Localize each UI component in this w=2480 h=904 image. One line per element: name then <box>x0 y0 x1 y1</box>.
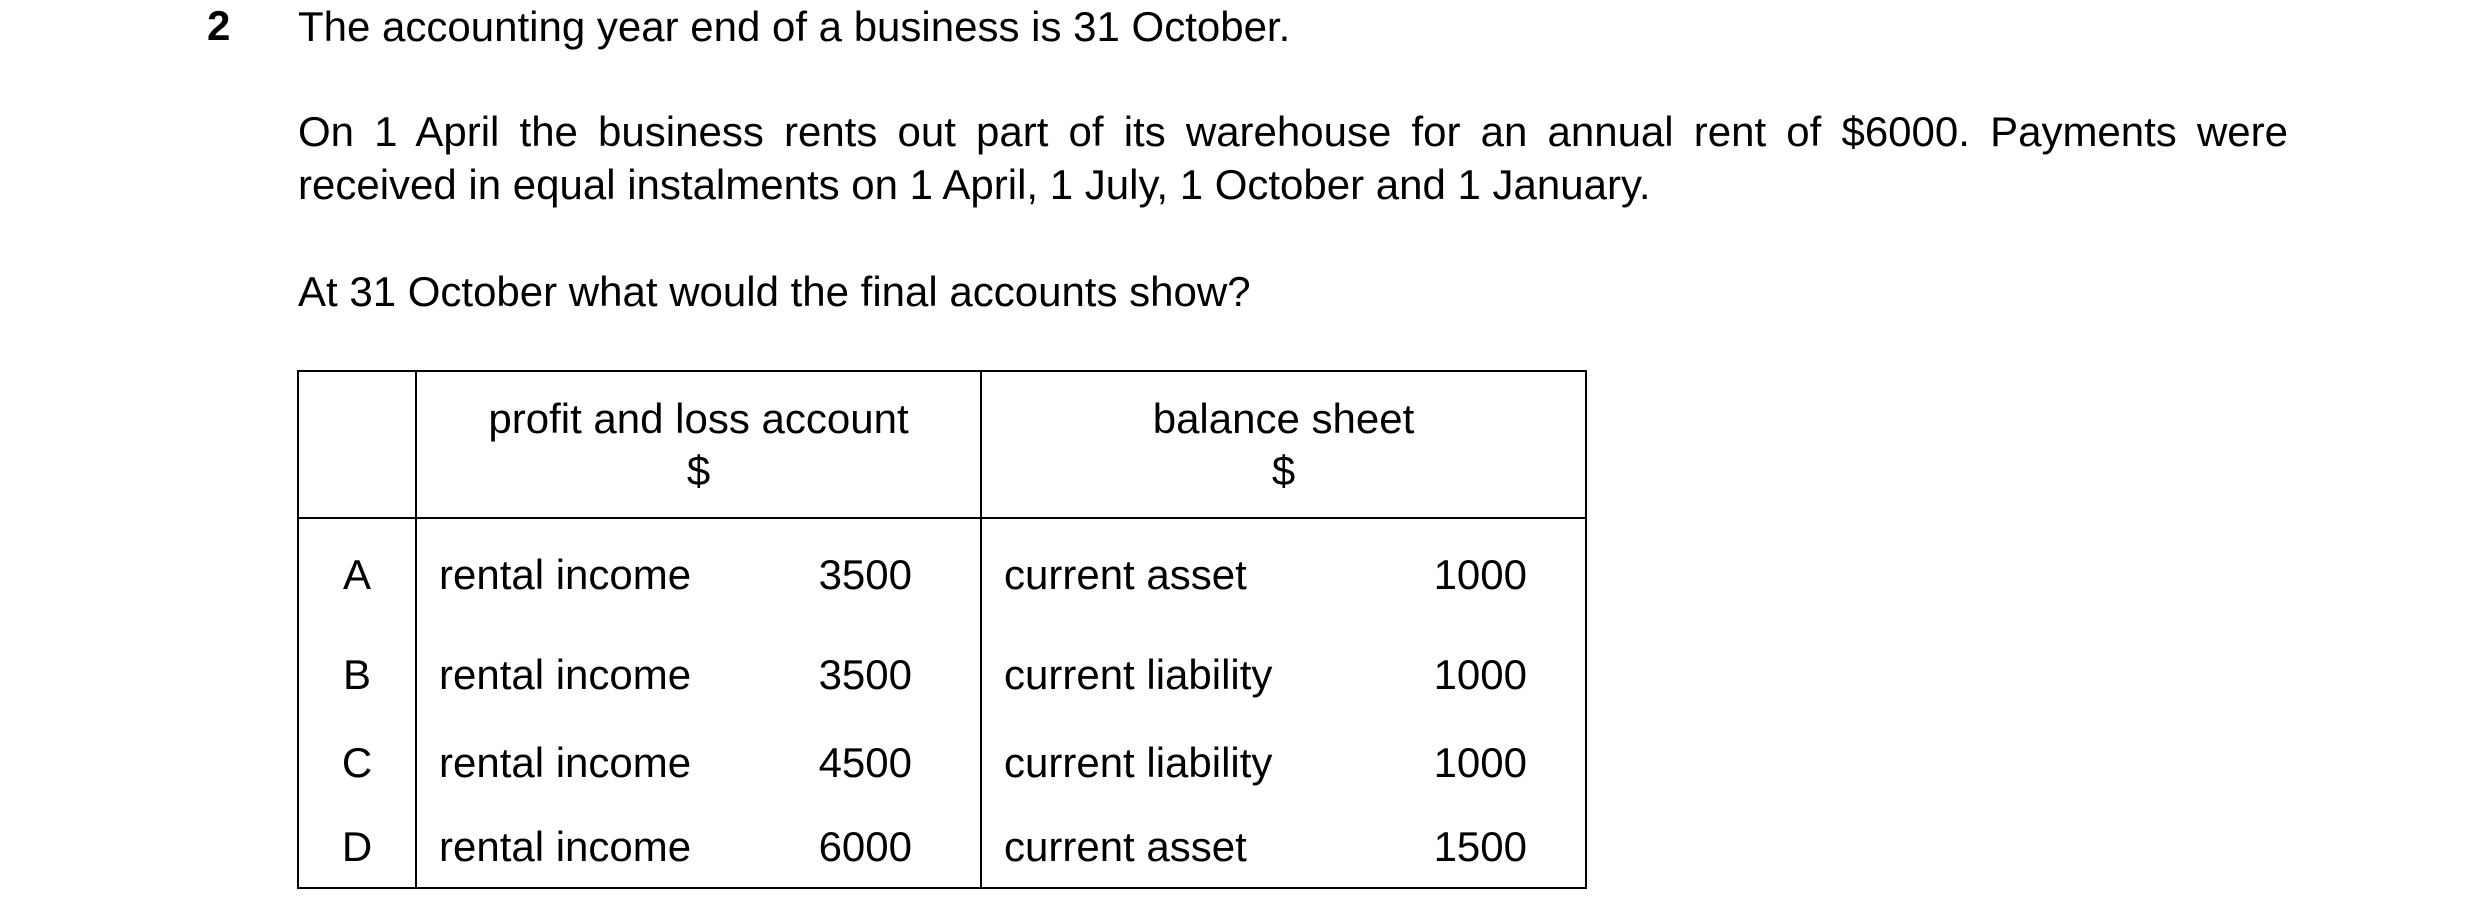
header-pl-unit: $ <box>686 446 711 494</box>
bs-cell <box>981 631 1586 719</box>
bs-cell <box>981 807 1586 888</box>
option-row-b[interactable] <box>298 631 1586 719</box>
option-row-d[interactable] <box>298 807 1586 888</box>
question-intro: The accounting year end of a business is 31 October. <box>298 3 1291 50</box>
header-pl-title: profit and loss account <box>488 394 909 442</box>
bs-value: 1000 <box>1433 551 1527 598</box>
bs-label: current asset <box>1004 823 1247 870</box>
bs-value: 1000 <box>1433 651 1527 698</box>
bs-label: current liability <box>1004 739 1273 786</box>
option-letter: A <box>298 518 416 631</box>
option-row-a[interactable] <box>298 518 1586 631</box>
pl-label: rental income <box>439 551 692 598</box>
pl-label: rental income <box>439 823 692 870</box>
pl-value: 6000 <box>818 823 912 870</box>
option-letter: C <box>298 719 416 807</box>
table-header-row <box>298 371 1586 518</box>
pl-cell <box>416 631 981 719</box>
header-balance-sheet <box>981 371 1586 518</box>
pl-label: rental income <box>439 651 692 698</box>
pl-cell <box>416 807 981 888</box>
question-number: 2 <box>207 2 231 49</box>
header-profit-and-loss <box>416 371 981 518</box>
pl-cell <box>416 518 981 631</box>
bs-cell <box>981 719 1586 807</box>
pl-value: 4500 <box>818 739 912 786</box>
answer-options-table <box>297 370 1587 889</box>
question-detail: On 1 April the business rents out part of its warehouse for an annual rent of $6000. Payments were received in equal instalments on 1 April, 1 July, 1 October and 1 January. <box>298 108 2288 208</box>
pl-value: 3500 <box>818 651 912 698</box>
bs-label: current asset <box>1004 551 1247 598</box>
option-row-c[interactable] <box>298 719 1586 807</box>
bs-value: 1000 <box>1433 739 1527 786</box>
bs-value: 1500 <box>1433 823 1527 870</box>
pl-value: 3500 <box>818 551 912 598</box>
bs-label: current liability <box>1004 651 1273 698</box>
option-letter: D <box>298 807 416 888</box>
header-bs-title: balance sheet <box>1152 394 1415 442</box>
question-prompt: At 31 October what would the final accounts show? <box>298 268 1251 315</box>
bs-cell <box>981 518 1586 631</box>
pl-label: rental income <box>439 739 692 786</box>
header-empty-cell <box>298 371 416 518</box>
option-letter: B <box>298 631 416 719</box>
pl-cell <box>416 719 981 807</box>
header-bs-unit: $ <box>1271 446 1296 494</box>
